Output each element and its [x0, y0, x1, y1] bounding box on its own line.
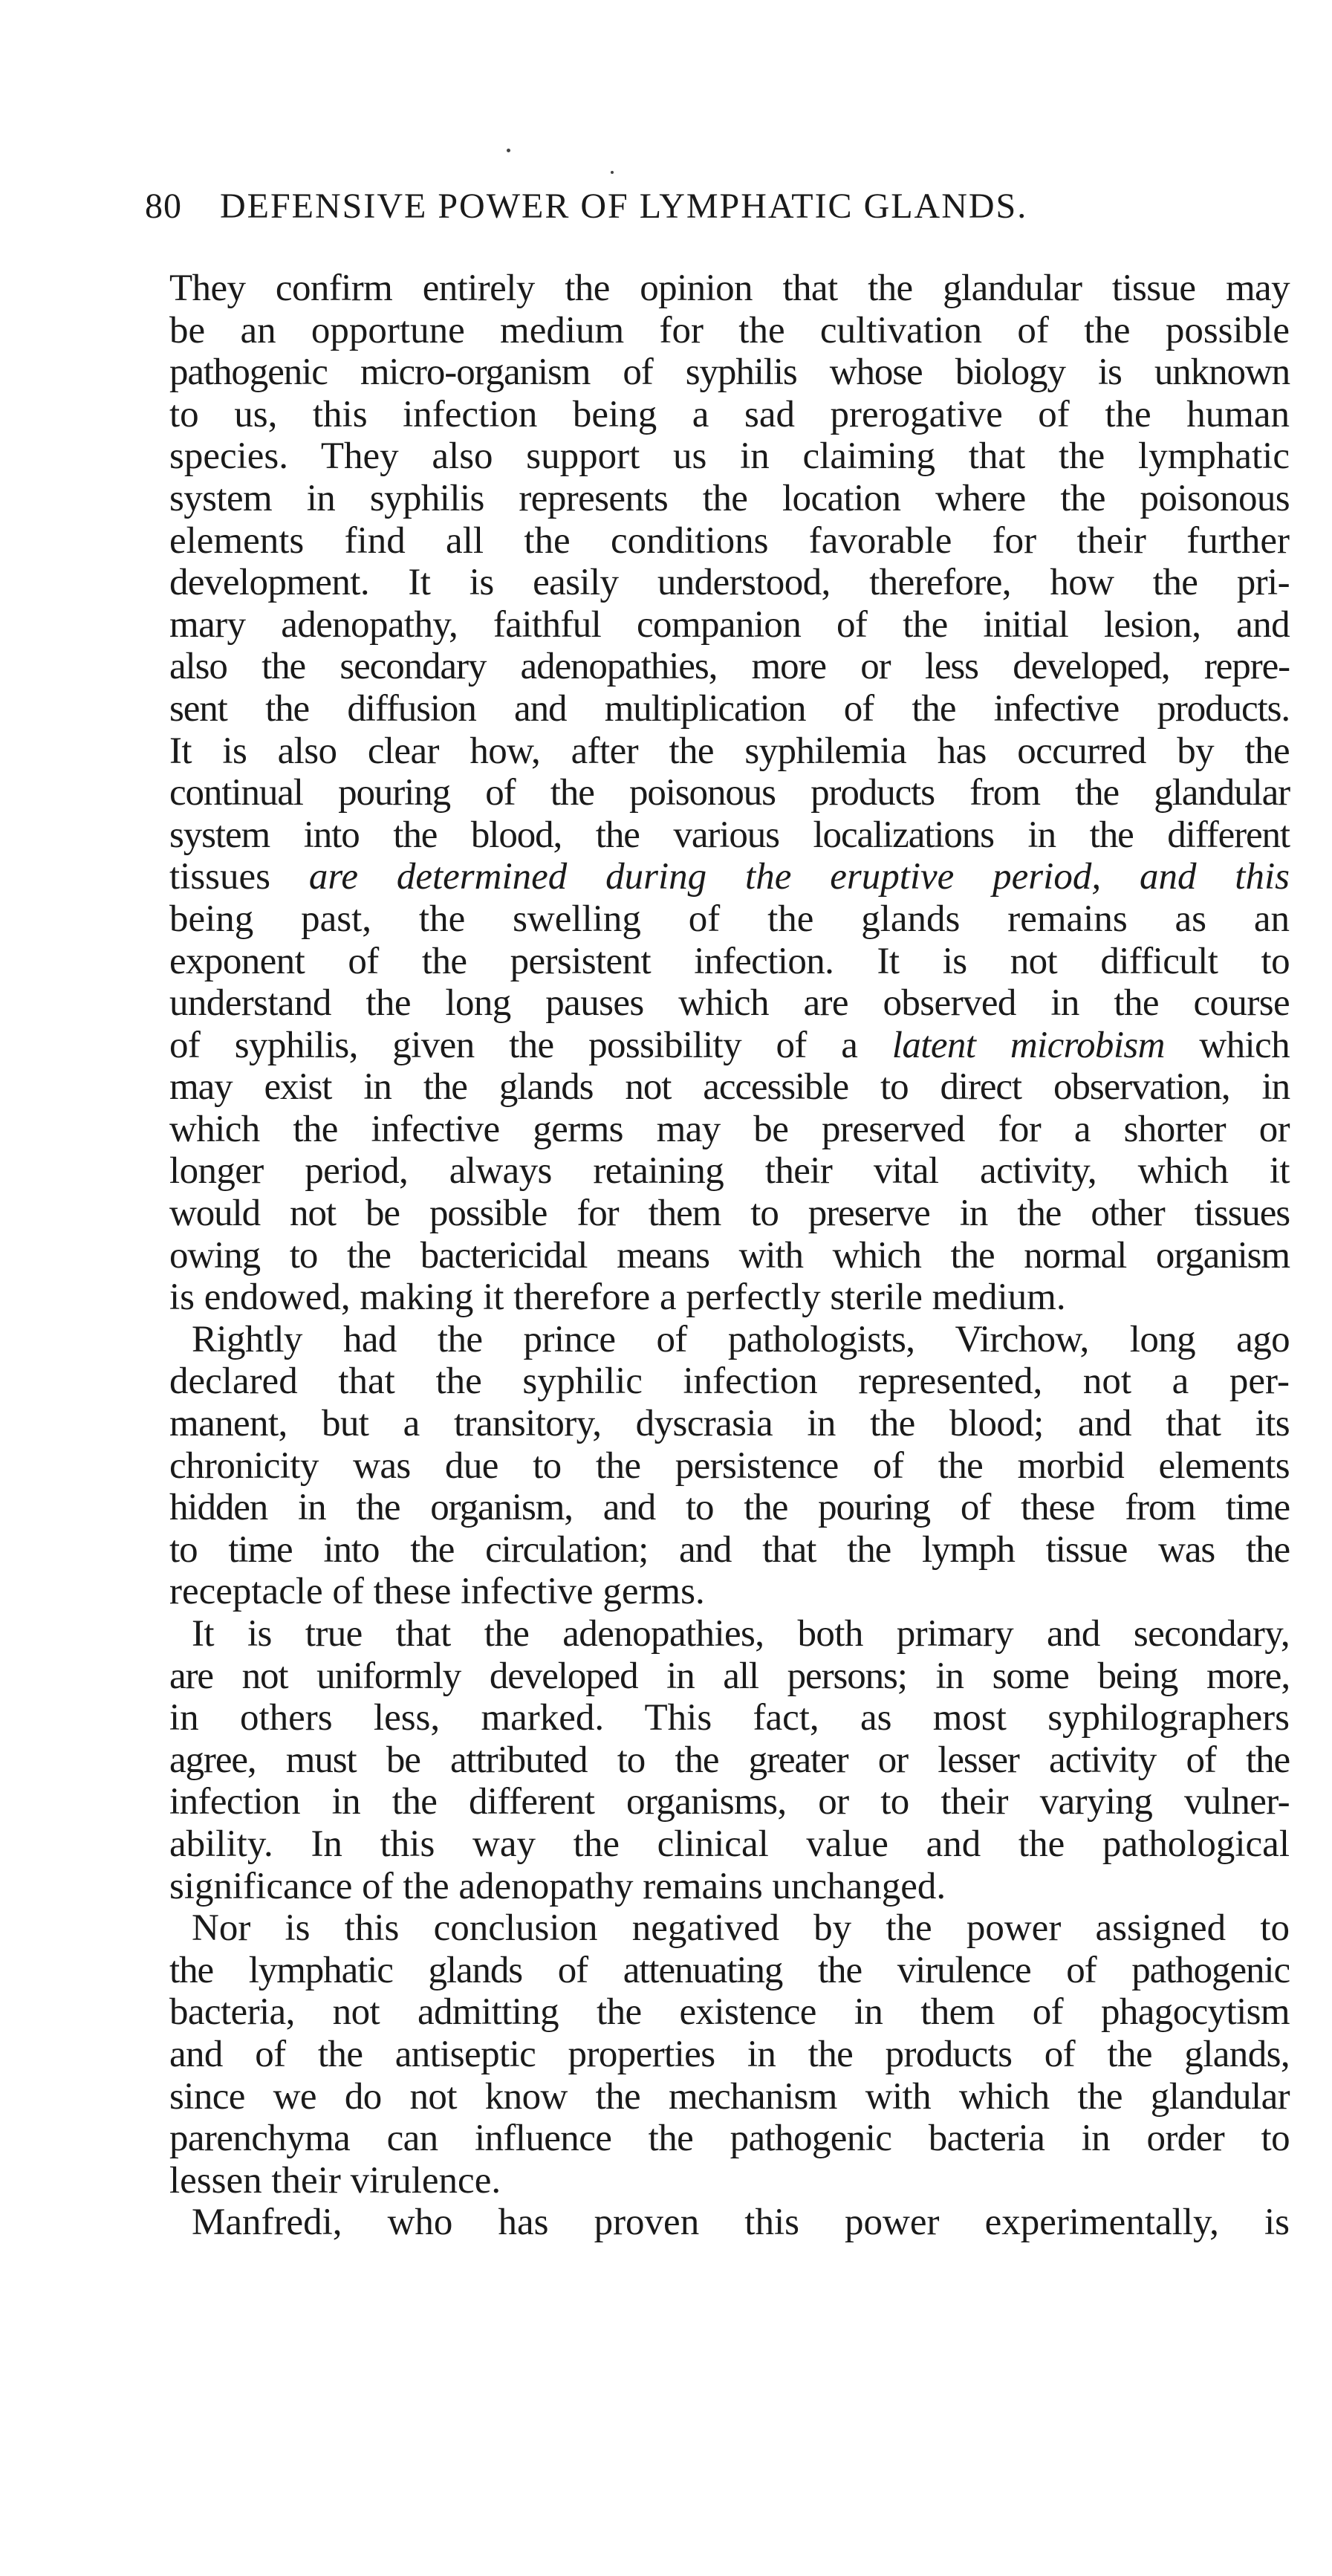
print-speck: [611, 171, 614, 174]
text-roman: of syphilis, given the possibility of a: [169, 1024, 892, 1066]
text-line: may exist in the glands not accessible to direct observation, in: [169, 1066, 1290, 1109]
text-line: elements find all the conditions favorable for their further: [169, 519, 1290, 562]
text-line: Manfredi, who has proven this power experimentally, is: [192, 2202, 1290, 2244]
text-italic: are determined during the eruptive period, and this: [270, 856, 1290, 898]
text-line: chronicity was due to the persistence of the morbid elements: [169, 1444, 1290, 1487]
text-line: bacteria, not admitting the existence in them of phagocytism: [169, 1991, 1290, 2034]
print-speck: [507, 149, 510, 152]
text-line: Nor is this conclusion negatived by the power assigned to: [192, 1907, 1290, 1950]
text-line: exponent of the persistent infection. It is not difficult to: [169, 940, 1290, 982]
text-italic: latent microbism: [891, 1024, 1165, 1066]
text-line: to us, this infection being a sad prerogative of the human: [169, 393, 1290, 435]
text-line: mary adenopathy, faithful companion of the initial lesion, and: [169, 603, 1290, 646]
paragraph: [169, 1907, 1290, 2202]
text-line: the lymphatic glands of attenuating the virulence of pathogenic: [169, 1949, 1290, 1991]
text-line: are not uniformly developed in all persons; in some being more,: [169, 1655, 1290, 1697]
paragraph: [169, 1319, 1290, 1613]
text-line: be an opportune medium for the cultivation of the possible: [169, 309, 1290, 351]
text-line: significance of the adenopathy remains unchanged.: [169, 1865, 946, 1907]
text-line: longer period, always retaining their vital activity, which it: [169, 1150, 1290, 1193]
text-line: receptacle of these infective germs.: [169, 1571, 705, 1613]
text-line-mixed: [169, 1025, 1290, 1067]
text-line: sent the diffusion and multiplication of the infective products.: [169, 687, 1290, 730]
paragraph: [169, 1613, 1290, 1907]
text-line: hidden in the organism, and to the pouring of these from time: [169, 1487, 1290, 1529]
text-roman: which: [1164, 1024, 1290, 1066]
text-line: manent, but a transitory, dyscrasia in the blood; and that its: [169, 1403, 1290, 1445]
text-line: infection in the different organisms, or to their varying vulner-: [169, 1781, 1290, 1823]
text-line: Rightly had the prince of pathologists, Virchow, long ago: [192, 1318, 1290, 1360]
text-line: agree, must be attributed to the greater or lesser activity of the: [169, 1739, 1290, 1781]
text-line: understand the long pauses which are observed in the course: [169, 982, 1290, 1025]
text-line: which the infective germs may be preserved for a shorter or: [169, 1108, 1290, 1150]
text-line: ability. In this way the clinical value and the pathological: [169, 1823, 1290, 1865]
text-line: is endowed, making it therefore a perfectly sterile medium.: [169, 1276, 1066, 1319]
text-line: since we do not know the mechanism with which the glandular: [169, 2075, 1290, 2118]
text-line: continual pouring of the poisonous products from the glandular: [169, 772, 1290, 814]
page-number: 80: [145, 186, 182, 226]
text-line: system in syphilis represents the location where the poisonous: [169, 477, 1290, 519]
text-line: development. It is easily understood, therefore, how the pri-: [169, 562, 1290, 604]
running-header: [145, 184, 1200, 229]
paragraph: [169, 2202, 1290, 2244]
running-title: DEFENSIVE POWER OF LYMPHATIC GLANDS.: [220, 186, 1028, 226]
text-line: to time into the circulation; and that the lymph tissue was the: [169, 1528, 1290, 1571]
text-line: would not be possible for them to preserve in the other tissues: [169, 1193, 1290, 1235]
text-line: being past, the swelling of the glands remains as an: [169, 898, 1290, 940]
text-line: also the secondary adenopathies, more or less developed, repre-: [169, 646, 1290, 688]
text-line: and of the antiseptic properties in the products of the glands,: [169, 2033, 1290, 2075]
text-line: It is true that the adenopathies, both primary and secondary,: [192, 1613, 1290, 1655]
text-line: owing to the bactericidal means with which the normal organism: [169, 1234, 1290, 1276]
text-roman: tissues: [169, 856, 271, 898]
text-line-mixed: [169, 856, 1290, 898]
text-line: pathogenic micro-organism of syphilis whose biology is unknown: [169, 351, 1290, 394]
text-line: They confirm entirely the opinion that the glandular tissue may: [169, 267, 1290, 309]
body-text: [169, 267, 1290, 2244]
text-line: lessen their virulence.: [169, 2159, 501, 2202]
text-line: in others less, marked. This fact, as most syphilographers: [169, 1697, 1290, 1739]
text-line: parenchyma can influence the pathogenic bacteria in order to: [169, 2118, 1290, 2160]
text-line: It is also clear how, after the syphilemia has occurred by the: [169, 730, 1290, 772]
text-line: system into the blood, the various localizations in the different: [169, 814, 1290, 856]
text-line: species. They also support us in claiming that the lymphatic: [169, 435, 1290, 478]
text-line: declared that the syphilic infection represented, not a per-: [169, 1360, 1290, 1403]
paragraph: [169, 267, 1290, 1319]
